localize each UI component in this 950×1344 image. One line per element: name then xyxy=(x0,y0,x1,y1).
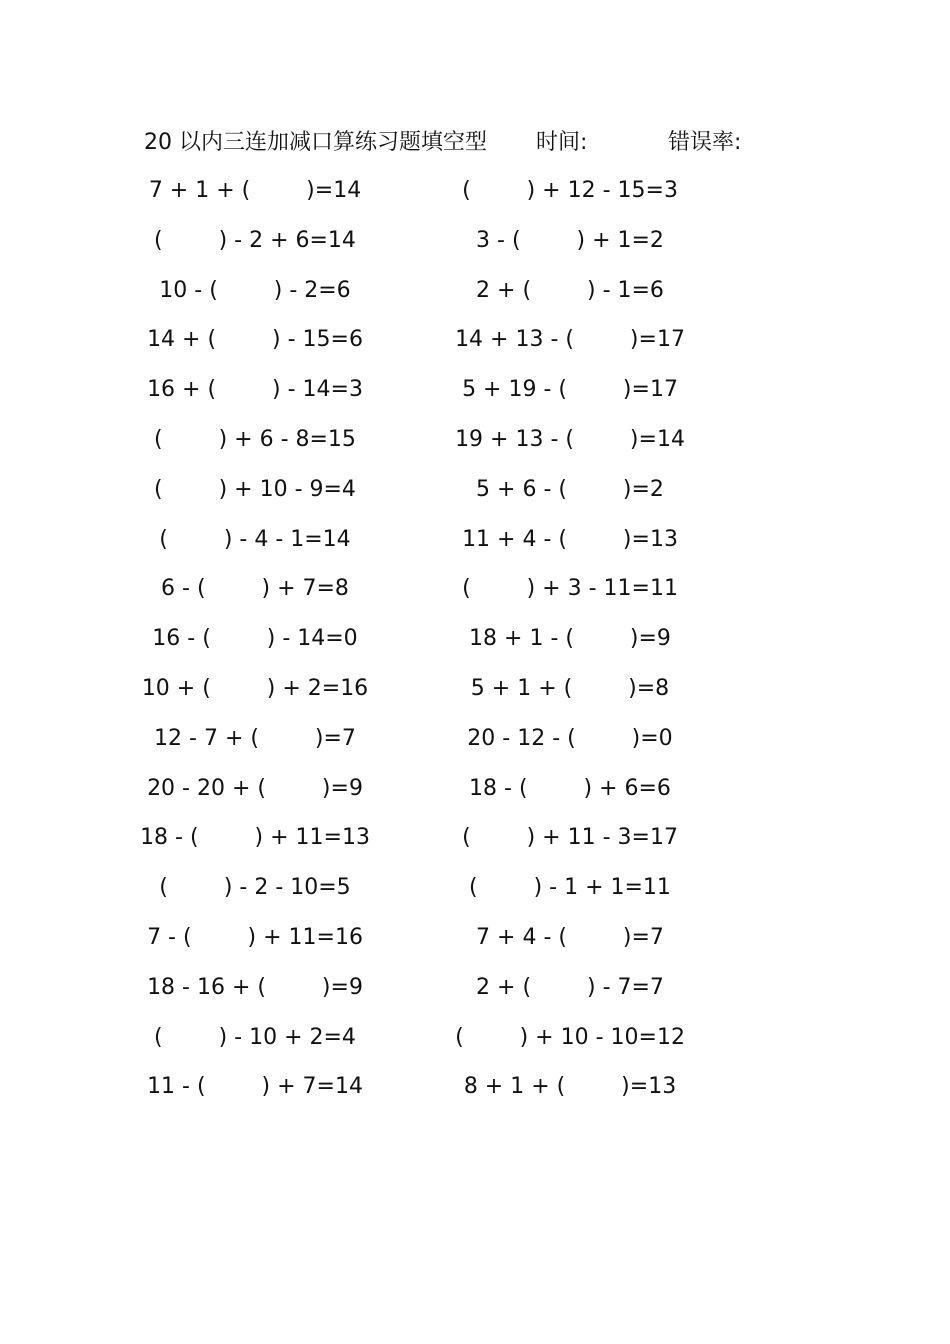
problem-left: 10 + ( ) + 2=16 xyxy=(141,675,369,701)
problem-grid xyxy=(0,172,950,1118)
problem-row xyxy=(0,1019,950,1069)
time-label: 时间: xyxy=(536,130,588,155)
problem-row xyxy=(0,869,950,919)
problem-left: 16 - ( ) - 14=0 xyxy=(152,626,358,652)
problem-right: ( ) + 3 - 11=11 xyxy=(462,576,678,602)
problem-right: 8 + 1 + ( )=13 xyxy=(463,1074,677,1100)
problem-left: 11 - ( ) + 7=14 xyxy=(147,1074,363,1100)
problem-right: ( ) + 11 - 3=17 xyxy=(462,825,678,851)
problem-row xyxy=(0,670,950,720)
problem-left: 16 + ( ) - 14=3 xyxy=(147,377,363,403)
problem-left: ( ) - 10 + 2=4 xyxy=(154,1024,356,1050)
problem-right: 5 + 6 - ( )=2 xyxy=(476,476,664,502)
problem-row xyxy=(0,371,950,421)
problem-right: 5 + 19 - ( )=17 xyxy=(462,377,678,403)
problem-row xyxy=(0,321,950,371)
problem-right: ( ) + 10 - 10=12 xyxy=(455,1024,685,1050)
problem-row xyxy=(0,521,950,571)
problem-right: 5 + 1 + ( )=8 xyxy=(470,675,670,701)
problem-row xyxy=(0,222,950,272)
problem-row xyxy=(0,919,950,969)
problem-row xyxy=(0,770,950,820)
problem-row xyxy=(0,720,950,770)
worksheet-title: 20 以内三连加减口算练习题填空型 xyxy=(144,130,487,155)
problem-right: 20 - 12 - ( )=0 xyxy=(467,725,673,751)
problem-left: 20 - 20 + ( )=9 xyxy=(147,775,363,801)
problem-row xyxy=(0,570,950,620)
problem-row xyxy=(0,1068,950,1118)
problem-left: 6 - ( ) + 7=8 xyxy=(161,576,349,602)
problem-left: ( ) - 2 + 6=14 xyxy=(154,227,356,253)
problem-left: ( ) - 2 - 10=5 xyxy=(159,875,351,901)
problem-row xyxy=(0,172,950,222)
problem-row xyxy=(0,272,950,322)
problem-right: 7 + 4 - ( )=7 xyxy=(476,924,664,950)
problem-left: 7 - ( ) + 11=16 xyxy=(147,924,363,950)
problem-left: 18 - 16 + ( )=9 xyxy=(147,974,363,1000)
problem-row xyxy=(0,471,950,521)
problem-left: 14 + ( ) - 15=6 xyxy=(147,327,363,353)
problem-left: ( ) - 4 - 1=14 xyxy=(159,526,351,552)
error-rate-label: 错误率: xyxy=(668,130,742,155)
problem-right: 14 + 13 - ( )=17 xyxy=(455,327,685,353)
problem-left: 12 - 7 + ( )=7 xyxy=(154,725,356,751)
problem-left: 10 - ( ) - 2=6 xyxy=(159,277,351,303)
problem-right: 11 + 4 - ( )=13 xyxy=(462,526,678,552)
problem-right: 2 + ( ) - 7=7 xyxy=(476,974,664,1000)
problem-right: 18 - ( ) + 6=6 xyxy=(469,775,671,801)
problem-left: 7 + 1 + ( )=14 xyxy=(148,178,362,203)
problem-right: 18 + 1 - ( )=9 xyxy=(469,626,671,652)
problem-right: 3 - ( ) + 1=2 xyxy=(476,227,664,253)
problem-right: ( ) - 1 + 1=11 xyxy=(469,875,671,901)
problem-right: 2 + ( ) - 1=6 xyxy=(476,277,664,303)
problem-left: 18 - ( ) + 11=13 xyxy=(140,825,370,851)
problem-row xyxy=(0,969,950,1019)
problem-row xyxy=(0,421,950,471)
problem-row xyxy=(0,620,950,670)
problem-right: ( ) + 12 - 15=3 xyxy=(462,178,678,203)
problem-right: 19 + 13 - ( )=14 xyxy=(455,426,685,452)
worksheet-header xyxy=(144,125,784,161)
problem-left: ( ) + 10 - 9=4 xyxy=(154,476,356,502)
problem-left: ( ) + 6 - 8=15 xyxy=(154,426,356,452)
problem-row xyxy=(0,819,950,869)
